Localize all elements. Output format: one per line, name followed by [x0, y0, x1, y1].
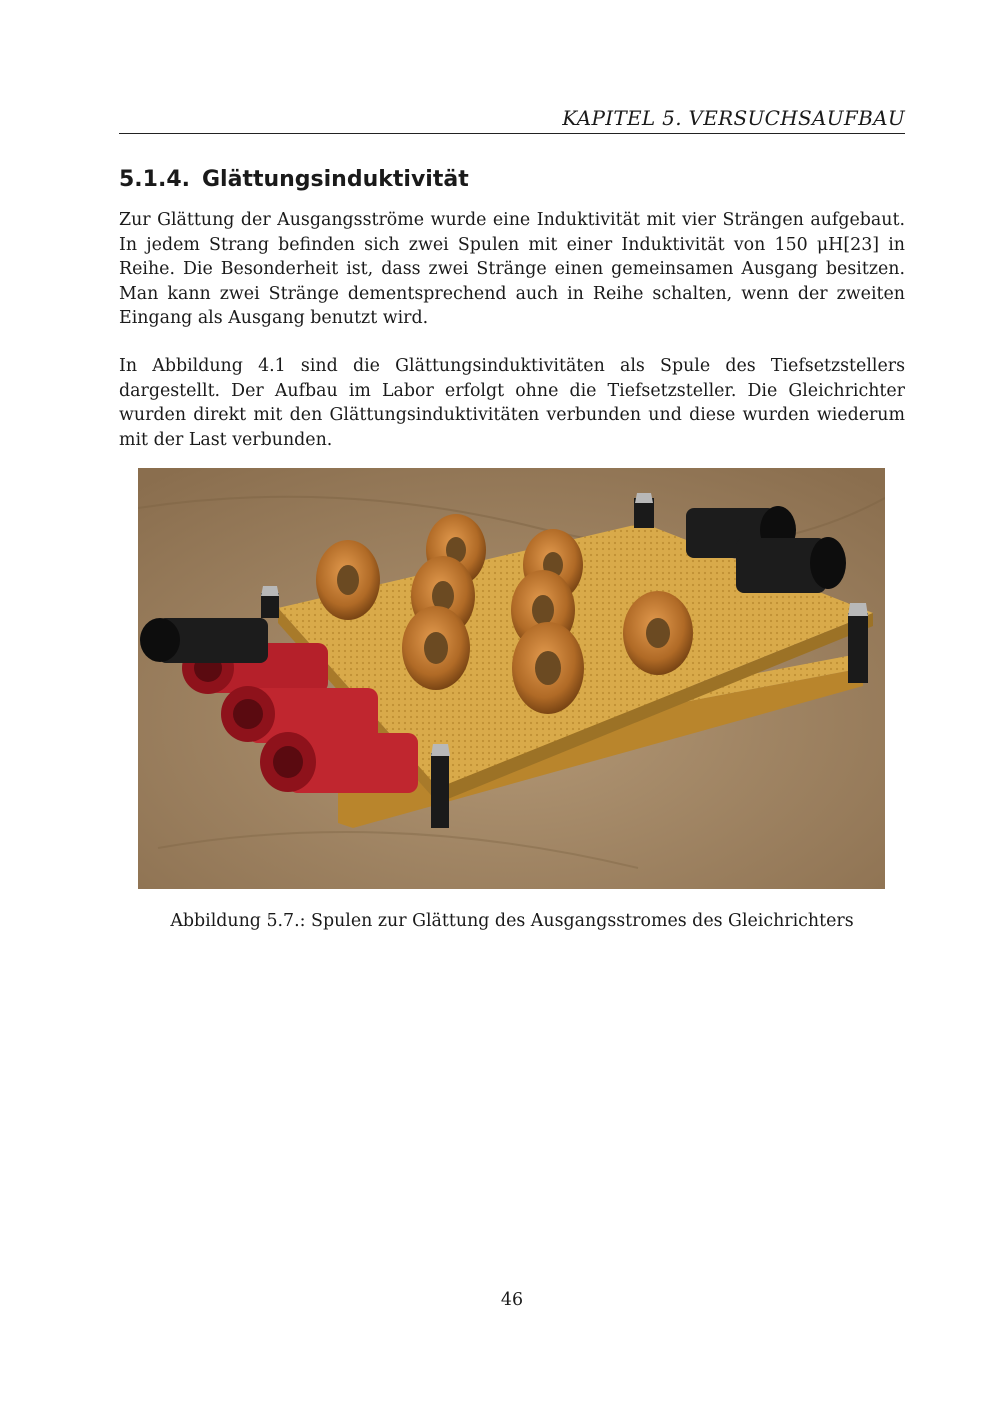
section-title: Glättungsinduktivität [202, 167, 469, 192]
paragraph-2: In Abbildung 4.1 sind die Glättungsinduktivitäten als Spule des Tiefsetzstellers dargestellt. Der Aufbau im Labor erfolgt ohne die Tiefsetzsteller. Die Gleichrichter wurden direkt mit den Glättungsinduktivitäten verbunden und diese wurden wiederum mit der Last verbunden. [119, 356, 905, 450]
figure-photo [138, 468, 885, 889]
paragraph-1: Zur Glättung der Ausgangsströme wurde eine Induktivität mit vier Strängen aufgebaut. In jedem Strang befinden sich zwei Spulen mit einer Induktivität von 150 μH[23] in Reihe. Die Besonderheit ist, dass zwei Stränge einen gemeinsamen Ausgang besitzen. Man kann zwei Stränge dementsprechend auch in Reihe schalten, wenn der zweiten Eingang als Ausgang benutzt wird. [119, 210, 905, 329]
running-header: KAPITEL 5. VERSUCHSAUFBAU [562, 106, 905, 130]
header-rule [119, 133, 905, 134]
section-number: 5.1.4. [119, 167, 190, 192]
figure-caption: Abbildung 5.7.: Spulen zur Glättung des Ausgangsstromes des Gleichrichters [170, 911, 854, 931]
page-number: 46 [500, 1290, 524, 1310]
section-heading [119, 167, 905, 192]
